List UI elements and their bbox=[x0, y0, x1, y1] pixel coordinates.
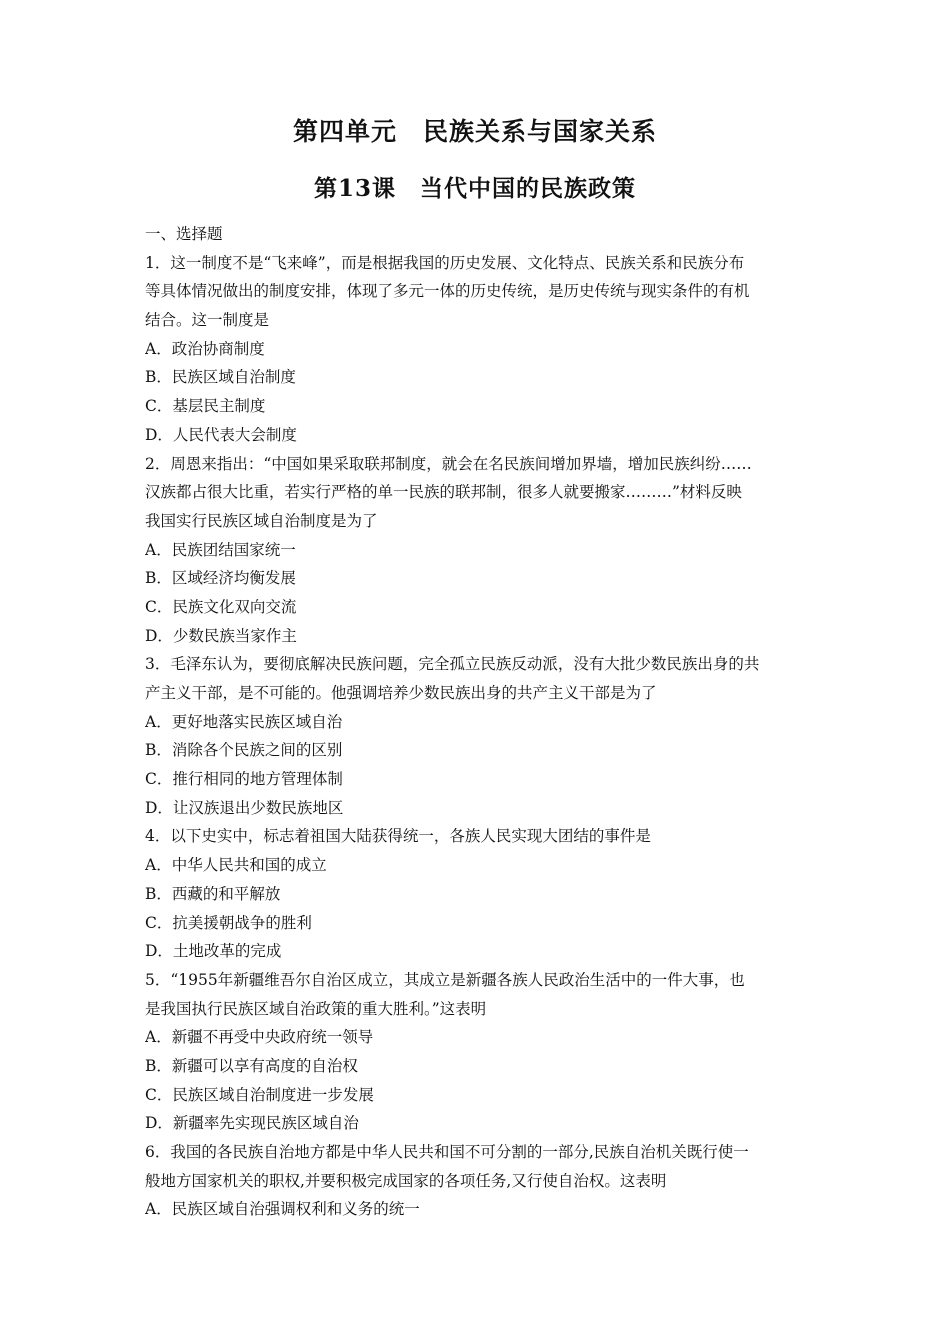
question-stem-line: 6．我国的各民族自治地方都是中华人民共和国不可分割的一部分,民族自治机关既行使一 bbox=[145, 1143, 749, 1161]
option-a: A．新疆不再受中央政府统一领导 bbox=[145, 1028, 374, 1047]
question-stem-line: 我国实行民族区域自治制度是为了 bbox=[145, 511, 378, 530]
question-5 bbox=[145, 966, 815, 1138]
section-heading: 一、选择题 bbox=[145, 225, 223, 243]
unit-title: 第四单元 民族关系与国家关系 bbox=[292, 117, 657, 146]
option-c: C．民族区域自治制度进一步发展 bbox=[145, 1085, 374, 1104]
question-stem-line: 等具体情况做出的制度安排，体现了多元一体的历史传统，是历史传统与现实条件的有机 bbox=[145, 282, 750, 301]
option-a: A．民族团结国家统一 bbox=[145, 540, 296, 559]
question-stem-line: 是我国执行民族区域自治政策的重大胜利。”这表明 bbox=[145, 999, 487, 1018]
option-a: A．民族区域自治强调权利和义务的统一 bbox=[145, 1200, 420, 1219]
option-b: B．区域经济均衡发展 bbox=[145, 569, 296, 588]
question-6 bbox=[145, 1138, 815, 1224]
option-d: D．少数民族当家作主 bbox=[145, 626, 297, 645]
option-c: C．推行相同的地方管理体制 bbox=[145, 770, 343, 789]
option-c: C．抗美援朝战争的胜利 bbox=[145, 913, 312, 932]
option-d: D．土地改革的完成 bbox=[145, 942, 282, 961]
question-stem-line: 结合。这一制度是 bbox=[145, 311, 270, 330]
question-body bbox=[145, 220, 815, 1224]
question-stem-line: 5．“1955年新疆维吾尔自治区成立，其成立是新疆各族人民政治生活中的一件大事，也 bbox=[145, 970, 745, 989]
question-stem-line: 汉族都占很大比重，若实行严格的单一民族的联邦制，很多人就要搬家………”材料反映 bbox=[145, 483, 742, 502]
option-d: D．人民代表大会制度 bbox=[145, 425, 297, 444]
option-a: A．政治协商制度 bbox=[145, 339, 265, 358]
question-stem-line: 般地方国家机关的职权,并要积极完成国家的各项任务,又行使自治权。这表明 bbox=[145, 1171, 667, 1190]
option-b: B．西藏的和平解放 bbox=[145, 884, 281, 903]
question-4 bbox=[145, 822, 815, 965]
question-stem-line: 1．这一制度不是“飞来峰”，而是根据我国的历史发展、文化特点、民族关系和民族分布 bbox=[145, 253, 745, 272]
lesson-title: 第13课 当代中国的民族政策 bbox=[313, 175, 636, 202]
question-stem-line: 3．毛泽东认为，要彻底解决民族问题，完全孤立民族反动派，没有大批少数民族出身的共 bbox=[145, 655, 760, 674]
option-b: B．新疆可以享有高度的自治权 bbox=[145, 1056, 358, 1075]
question-stem-line: 2．周恩来指出：“中国如果采取联邦制度，就会在名民族间增加界墙，增加民族纠纷…… bbox=[145, 454, 752, 473]
question-1 bbox=[145, 249, 815, 450]
option-a: A．更好地落实民族区域自治 bbox=[145, 712, 343, 731]
option-d: D．新疆率先实现民族区域自治 bbox=[145, 1114, 359, 1133]
option-b: B．消除各个民族之间的区别 bbox=[145, 741, 343, 760]
option-b: B．民族区域自治制度 bbox=[145, 368, 296, 387]
question-2 bbox=[145, 450, 815, 651]
question-3 bbox=[145, 650, 815, 822]
question-stem-line: 4．以下史实中，标志着祖国大陆获得统一，各族人民实现大团结的事件是 bbox=[145, 827, 651, 846]
option-d: D．让汉族退出少数民族地区 bbox=[145, 798, 344, 817]
option-c: C．基层民主制度 bbox=[145, 397, 266, 416]
option-c: C．民族文化双向交流 bbox=[145, 597, 297, 616]
question-stem-line: 产主义干部，是不可能的。他强调培养少数民族出身的共产主义干部是为了 bbox=[145, 684, 657, 702]
option-a: A．中华人民共和国的成立 bbox=[145, 856, 327, 875]
